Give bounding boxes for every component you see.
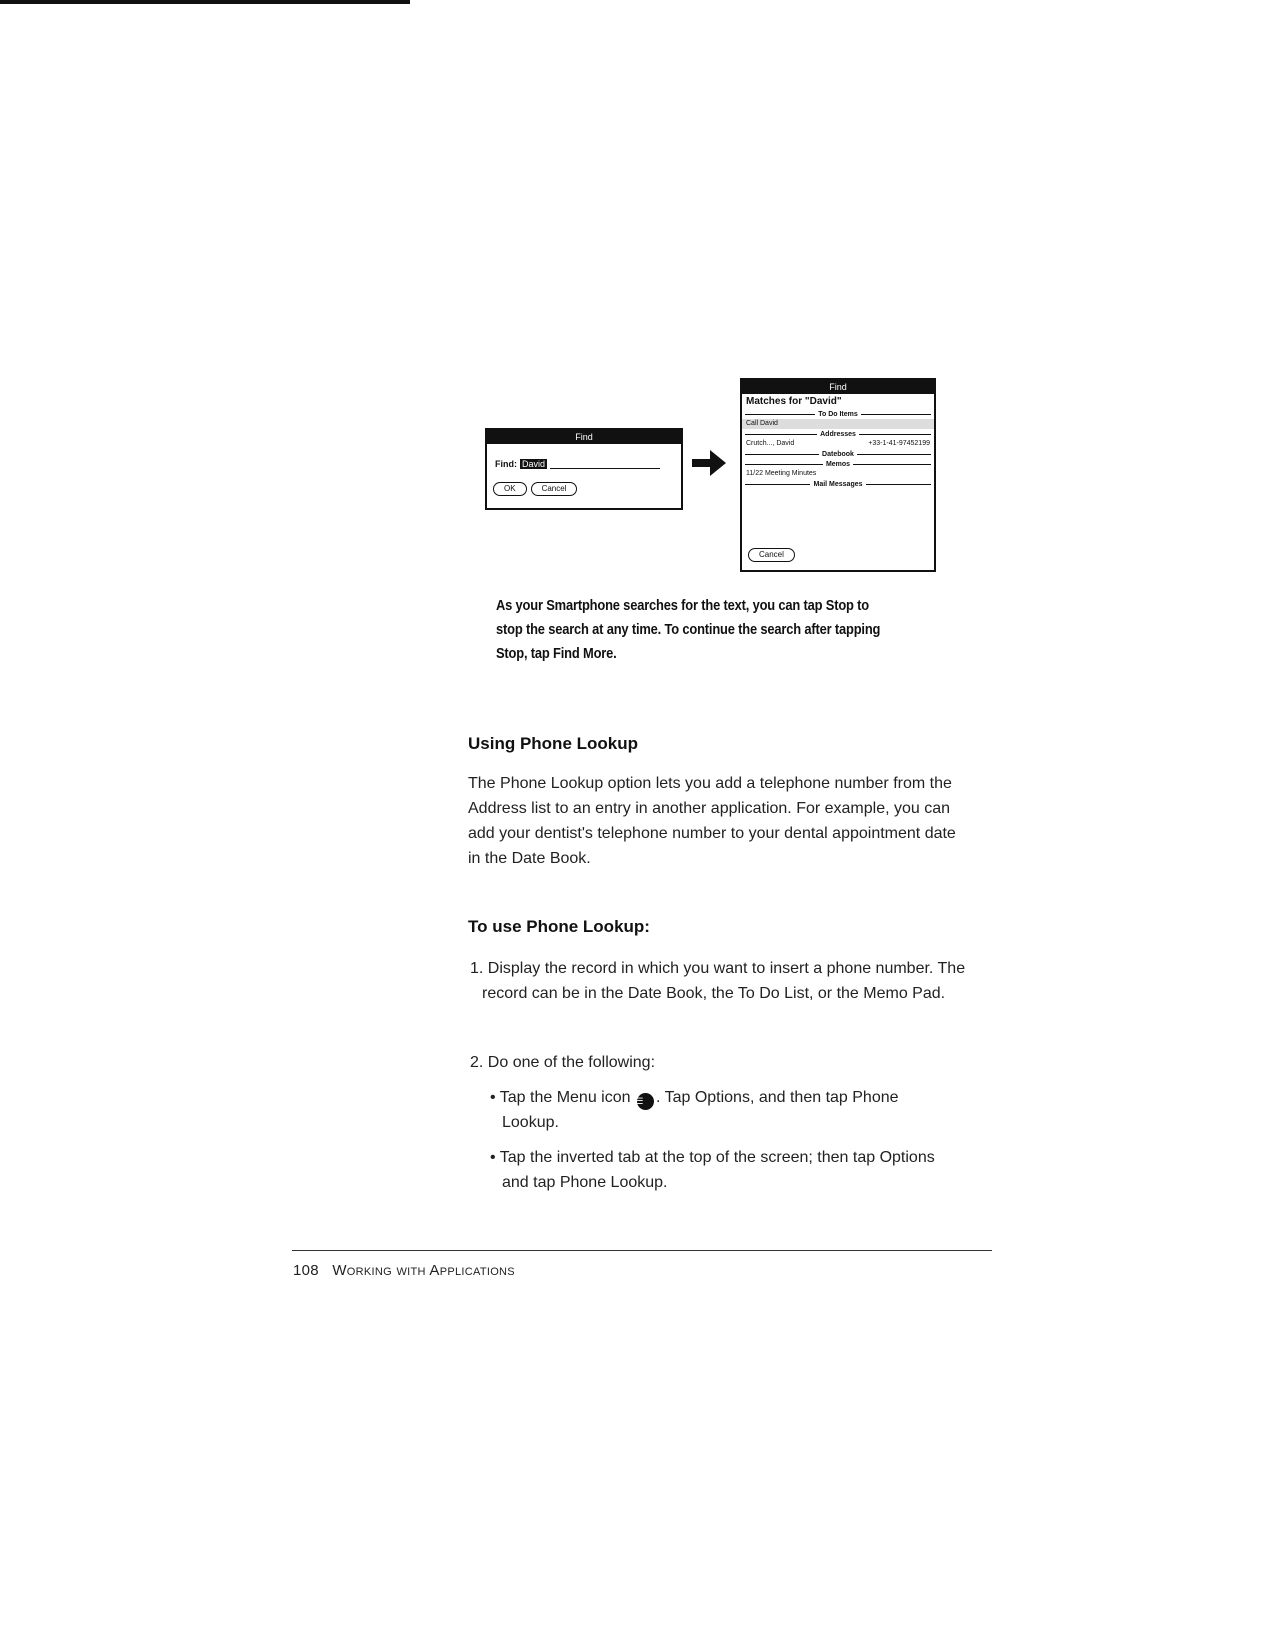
match-row-left: Call David [746, 420, 778, 427]
bullet-1-text-a: • Tap the Menu icon [490, 1089, 631, 1106]
matches-dialog-title: Find [742, 380, 934, 394]
matches-heading: Matches for "David" [746, 396, 842, 407]
right-arrow-icon [692, 448, 726, 478]
matches-cancel-button: Cancel [748, 548, 795, 562]
menu-icon: ☰ [637, 1093, 654, 1110]
ok-button: OK [493, 482, 527, 496]
footer-section-title: Working with Applications [332, 1262, 515, 1279]
find-dialog-buttons [493, 482, 577, 496]
find-dialog-screenshot [485, 428, 683, 510]
section-heading-to-use-phone-lookup: To use Phone Lookup: [468, 917, 650, 936]
match-row-right: +33-1-41-97452199 [868, 440, 930, 447]
matches-sections [742, 409, 934, 489]
match-section-label: To Do Items [818, 410, 858, 418]
footer-rule [292, 1250, 992, 1251]
bullet-menu-icon [490, 1085, 952, 1135]
find-field-row [495, 458, 660, 469]
page-number: 108 [293, 1262, 319, 1279]
step-1: 1. Display the record in which you want to insert a phone number. The record can be in the Date Book, the To Do List, or the Memo Pad. [470, 960, 966, 1002]
bullet-inverted-tab: • Tap the inverted tab at the top of the screen; then tap Options and tap Phone Lookup. [490, 1149, 935, 1191]
find-input-line [550, 458, 660, 469]
find-dialog-title: Find [487, 430, 681, 444]
match-section-header [742, 449, 934, 459]
top-rule [0, 0, 410, 4]
matches-dialog-screenshot [740, 378, 936, 572]
match-section-label: Datebook [822, 450, 854, 458]
find-value: David [522, 458, 546, 469]
match-section-header [742, 479, 934, 489]
match-row-left: Crutch..., David [746, 440, 795, 447]
match-section-label: Addresses [820, 430, 856, 438]
match-section-header [742, 429, 934, 439]
match-section-label: Mail Messages [813, 480, 863, 488]
find-label: Find: [495, 458, 517, 469]
figure-caption: As your Smartphone searches for the text, you can tap Stop to stop the search at any time. To continue the search after tapping Stop, tap Find More. [496, 597, 881, 662]
cancel-button: Cancel [531, 482, 578, 496]
match-section-label: Memos [825, 460, 851, 468]
section-body-phone-lookup: The Phone Lookup option lets you add a telephone number from the Address list to an entry in another application. For example, you can add your dentist's telephone number to your dental appointment date in the Date Book. [468, 775, 956, 867]
match-row [742, 439, 934, 449]
match-row-left: 11/22 Meeting Minutes [746, 470, 817, 477]
section-heading-using-phone-lookup: Using Phone Lookup [468, 734, 638, 753]
match-row [742, 469, 934, 479]
match-section-header [742, 409, 934, 419]
match-section-header [742, 459, 934, 469]
match-row [742, 419, 934, 429]
step-2: 2. Do one of the following: [470, 1054, 656, 1071]
bullet-1-text-b: . Tap Options, and then tap Phone Lookup. [502, 1089, 899, 1131]
page-footer [293, 1262, 515, 1279]
